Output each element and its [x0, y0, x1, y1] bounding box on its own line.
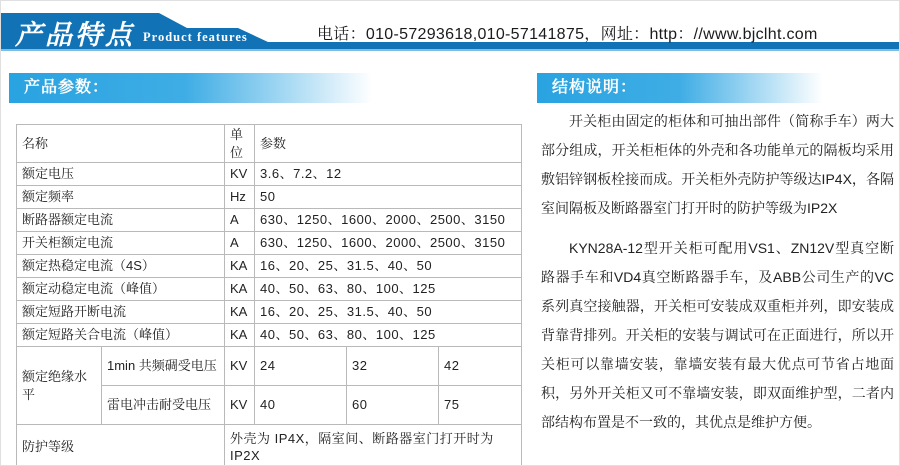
table-row — [17, 186, 522, 209]
param-name: 开关柜额定电流 — [17, 232, 225, 255]
table-row — [17, 255, 522, 278]
param-name: 1min 共频碉受电压 — [102, 347, 225, 386]
param-unit: KA — [225, 278, 255, 301]
param-value: 16、20、25、31.5、40、50 — [255, 301, 522, 324]
param-value: 16、20、25、31.5、40、50 — [255, 255, 522, 278]
table-row — [17, 232, 522, 255]
param-unit: A — [225, 209, 255, 232]
param-name: 雷电冲击耐受电压 — [102, 386, 225, 425]
param-value: 75 — [439, 386, 522, 425]
section-title-structure-description: 结构说明： — [537, 73, 894, 103]
param-value: 630、1250、1600、2000、2500、3150 — [255, 209, 522, 232]
param-unit: KA — [225, 255, 255, 278]
param-unit: Hz — [225, 186, 255, 209]
param-value: 50 — [255, 186, 522, 209]
structure-paragraph-2: KYN28A-12型开关柜可配用VS1、ZN12V型真空断路器手车和VD4真空断路器手车，及ABB公司生产的VC系列真空接触器，开关柜可安装成双重柜并列，即安装成背靠背排列。开关柜的安装与调试可在正面进行，所以开关柜可以靠墙安装，靠墙安装有最大优点可节省占地面积，另外开关柜又可不靠墙安装，即双面维护型，二者内部结构布置是不一致的，其优点是维护方便。 — [541, 240, 894, 430]
table-row — [17, 209, 522, 232]
table-row — [17, 301, 522, 324]
param-unit: KV — [225, 347, 255, 386]
table-row — [17, 278, 522, 301]
param-unit: KA — [225, 301, 255, 324]
param-value: 42 — [439, 347, 522, 386]
param-name: 额定短路关合电流（峰值） — [17, 324, 225, 347]
table-header-row — [17, 125, 522, 163]
param-name: 额定动稳定电流（峰值） — [17, 278, 225, 301]
page-title: 产品特点 — [15, 20, 135, 50]
page-subtitle: Product features — [143, 30, 248, 44]
param-value: 40、50、63、80、100、125 — [255, 324, 522, 347]
param-name: 额定热稳定电流（4S） — [17, 255, 225, 278]
insulation-group-label: 额定绝缘水平 — [17, 347, 102, 425]
param-value: 40 — [255, 386, 347, 425]
param-value: 32 — [347, 347, 439, 386]
param-unit: A — [225, 232, 255, 255]
param-name: 额定短路开断电流 — [17, 301, 225, 324]
top-banner-underline — [1, 49, 900, 51]
table-row — [17, 163, 522, 186]
table-row-insulation-1 — [17, 347, 522, 386]
table-row — [17, 324, 522, 347]
structure-description — [541, 107, 894, 448]
col-header-unit: 单位 — [225, 125, 255, 163]
param-value: 40、50、63、80、100、125 — [255, 278, 522, 301]
param-value: 24 — [255, 347, 347, 386]
structure-paragraph-1: 开关柜由固定的柜体和可抽出部件（简称手车）两大部分组成，开关柜柜体的外壳和各功能单元的隔板均采用敷铝锌钢板栓接而成。开关柜外壳防护等级达IP4X，各隔室间隔板及断路器室门打开时的防护等级为IP2X — [541, 113, 894, 216]
param-value: 外壳为 IP4X，隔室间、断路器室门打开时为IP2X — [225, 425, 522, 466]
param-name: 额定电压 — [17, 163, 225, 186]
param-name: 额定频率 — [17, 186, 225, 209]
param-unit: KV — [225, 386, 255, 425]
param-unit: KA — [225, 324, 255, 347]
param-name: 防护等级 — [17, 425, 225, 466]
parameters-table — [16, 124, 522, 466]
table-row-protection — [17, 425, 522, 466]
param-value: 3.6、7.2、12 — [255, 163, 522, 186]
param-unit: KV — [225, 163, 255, 186]
param-value: 60 — [347, 386, 439, 425]
col-header-value: 参数 — [255, 125, 522, 163]
param-value: 630、1250、1600、2000、2500、3150 — [255, 232, 522, 255]
section-title-product-parameters: 产品参数： — [9, 73, 514, 103]
contact-info: 电话：010-57293618,010-57141875，网址：http：//www.bjclht.com — [317, 26, 818, 43]
col-header-name: 名称 — [17, 125, 225, 163]
param-name: 断路器额定电流 — [17, 209, 225, 232]
